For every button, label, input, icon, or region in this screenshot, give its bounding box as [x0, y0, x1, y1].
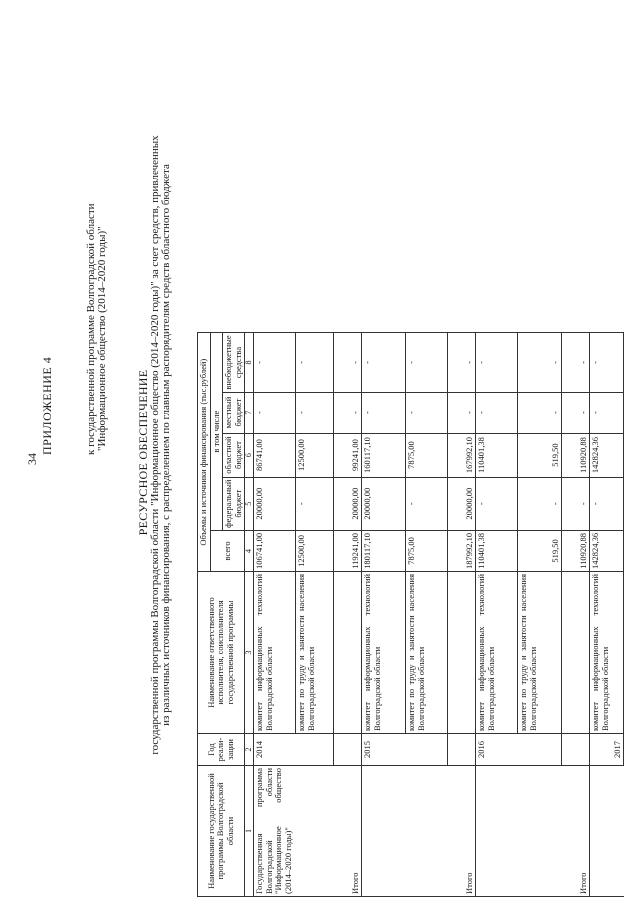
- table-row: [476, 333, 518, 897]
- col-index: 5: [245, 477, 254, 530]
- federal-cell: 20000,00: [254, 477, 296, 530]
- local-cell: -: [406, 392, 448, 433]
- header-funding-group: Объемы и источники финансирования (тыс.рублей): [198, 333, 211, 572]
- regional-cell: 167992,10: [448, 433, 476, 477]
- executor-cell: [448, 572, 476, 734]
- total-cell: 519,50: [518, 530, 562, 571]
- header-executor: Наименование ответственного исполнителя, соисполнителя государственной программы: [198, 572, 245, 734]
- local-cell: -: [562, 392, 590, 433]
- col-index: 6: [245, 433, 254, 477]
- table-row: [362, 333, 406, 897]
- table-row: [254, 333, 296, 897]
- total-cell: 187992,10: [448, 530, 476, 571]
- total-label-cell: Итого: [448, 766, 476, 897]
- program-name-cell: [590, 766, 624, 897]
- year-cell: [562, 734, 590, 766]
- regional-cell: 7875,00: [406, 433, 448, 477]
- subheading-line-2: из различных источников финансирования, с распределением по главным распорядителям средств областного бюджета: [160, 164, 172, 726]
- total-cell: 7875,00: [406, 530, 448, 571]
- local-cell: -: [518, 392, 562, 433]
- regional-cell: 12500,00: [296, 433, 334, 477]
- regional-cell: 86741,00: [254, 433, 296, 477]
- local-cell: -: [254, 392, 296, 433]
- local-cell: -: [362, 392, 406, 433]
- program-name-cell: Государственная программа Волгоградской области "Информационное общество (2014–2020 годы)": [254, 766, 334, 897]
- federal-cell: -: [406, 477, 448, 530]
- appendix-line-1: к государственной программе Волгоградской области: [85, 203, 97, 455]
- year-cell: 2015: [362, 734, 448, 766]
- total-cell: 110401,38: [476, 530, 518, 571]
- year-cell: 2016: [476, 734, 562, 766]
- total-label-cell: Итого: [562, 766, 590, 897]
- federal-cell: -: [518, 477, 562, 530]
- table-row-total: [562, 333, 590, 897]
- year-cell: 2017: [590, 734, 624, 766]
- header-year: Год реали-зации: [198, 734, 245, 766]
- extra-cell: -: [518, 333, 562, 392]
- header-local: местный бюджет: [223, 392, 245, 433]
- column-index-row: [245, 333, 254, 897]
- executor-cell: комитет информационных технологий Волгоградской области: [254, 572, 296, 734]
- header-incl: в том числе: [210, 333, 223, 530]
- subheading-line-1: государственной программы Волгоградской области "Информационное общество (2014–2020 годы)" за счет средств, привлеченных: [149, 135, 161, 755]
- total-cell: 119241,00: [334, 530, 362, 571]
- extra-cell: -: [362, 333, 406, 392]
- year-cell: [334, 734, 362, 766]
- executor-cell: комитет информационных технологий Волгоградской области: [362, 572, 406, 734]
- table-row-total: [334, 333, 362, 897]
- col-index: 4: [245, 530, 254, 571]
- extra-cell: -: [476, 333, 518, 392]
- regional-cell: 160117,10: [362, 433, 406, 477]
- federal-cell: -: [476, 477, 518, 530]
- executor-cell: комитет информационных технологий Волгоградской области: [476, 572, 518, 734]
- col-index: 2: [245, 734, 254, 766]
- local-cell: -: [296, 392, 334, 433]
- header-regional: областной бюджет: [223, 433, 245, 477]
- executor-cell: [334, 572, 362, 734]
- col-index: 7: [245, 392, 254, 433]
- federal-cell: 20000,00: [362, 477, 406, 530]
- executor-cell: комитет по труду и занятости населения Волгоградской области: [296, 572, 334, 734]
- appendix-line-2: "Информационное общество (2014–2020 годы)": [96, 226, 108, 451]
- federal-cell: 20000,00: [334, 477, 362, 530]
- local-cell: -: [334, 392, 362, 433]
- table-row: [590, 333, 624, 897]
- appendix-reference: [86, 203, 108, 455]
- col-index: 1: [245, 766, 254, 897]
- document-subheading: [150, 55, 172, 835]
- executor-cell: комитет информационных технологий Волгоградской области: [590, 572, 624, 734]
- extra-cell: -: [296, 333, 334, 392]
- table-row-total: [448, 333, 476, 897]
- executor-cell: [562, 572, 590, 734]
- program-name-cell: [476, 766, 562, 897]
- page-number: 34: [25, 453, 39, 465]
- header-program-name: Наименование государственной программы Волгоградской области: [198, 766, 245, 897]
- executor-cell: комитет по труду и занятости населения Волгоградской области: [518, 572, 562, 734]
- extra-cell: -: [590, 333, 624, 392]
- regional-cell: 99241,00: [334, 433, 362, 477]
- year-cell: 2014: [254, 734, 334, 766]
- federal-cell: 20000,00: [448, 477, 476, 530]
- executor-cell: комитет по труду и занятости населения Волгоградской области: [406, 572, 448, 734]
- header-total: всего: [210, 530, 245, 571]
- extra-cell: -: [448, 333, 476, 392]
- total-label-cell: Итого: [334, 766, 362, 897]
- regional-cell: 519,50: [518, 433, 562, 477]
- extra-cell: -: [562, 333, 590, 392]
- total-cell: 180117,10: [362, 530, 406, 571]
- col-index: 3: [245, 572, 254, 734]
- local-cell: -: [476, 392, 518, 433]
- federal-cell: -: [562, 477, 590, 530]
- regional-cell: 110401,38: [476, 433, 518, 477]
- total-cell: 106741,00: [254, 530, 296, 571]
- extra-cell: -: [334, 333, 362, 392]
- program-name-cell: [362, 766, 448, 897]
- total-cell: 12500,00: [296, 530, 334, 571]
- document-heading: РЕСУРСНОЕ ОБЕСПЕЧЕНИЕ: [136, 369, 150, 536]
- year-cell: [448, 734, 476, 766]
- extra-cell: -: [406, 333, 448, 392]
- header-federal: федеральный бюджет: [223, 477, 245, 530]
- extra-cell: -: [254, 333, 296, 392]
- local-cell: -: [448, 392, 476, 433]
- federal-cell: -: [590, 477, 624, 530]
- total-cell: 110920,88: [562, 530, 590, 571]
- resource-table: [197, 332, 624, 897]
- regional-cell: 110920,88: [562, 433, 590, 477]
- regional-cell: 142824,36: [590, 433, 624, 477]
- total-cell: 142824,36: [590, 530, 624, 571]
- local-cell: -: [590, 392, 624, 433]
- header-extra: внебюджетные средства: [223, 333, 245, 392]
- appendix-title: ПРИЛОЖЕНИЕ 4: [40, 356, 54, 455]
- federal-cell: -: [296, 477, 334, 530]
- col-index: 8: [245, 333, 254, 392]
